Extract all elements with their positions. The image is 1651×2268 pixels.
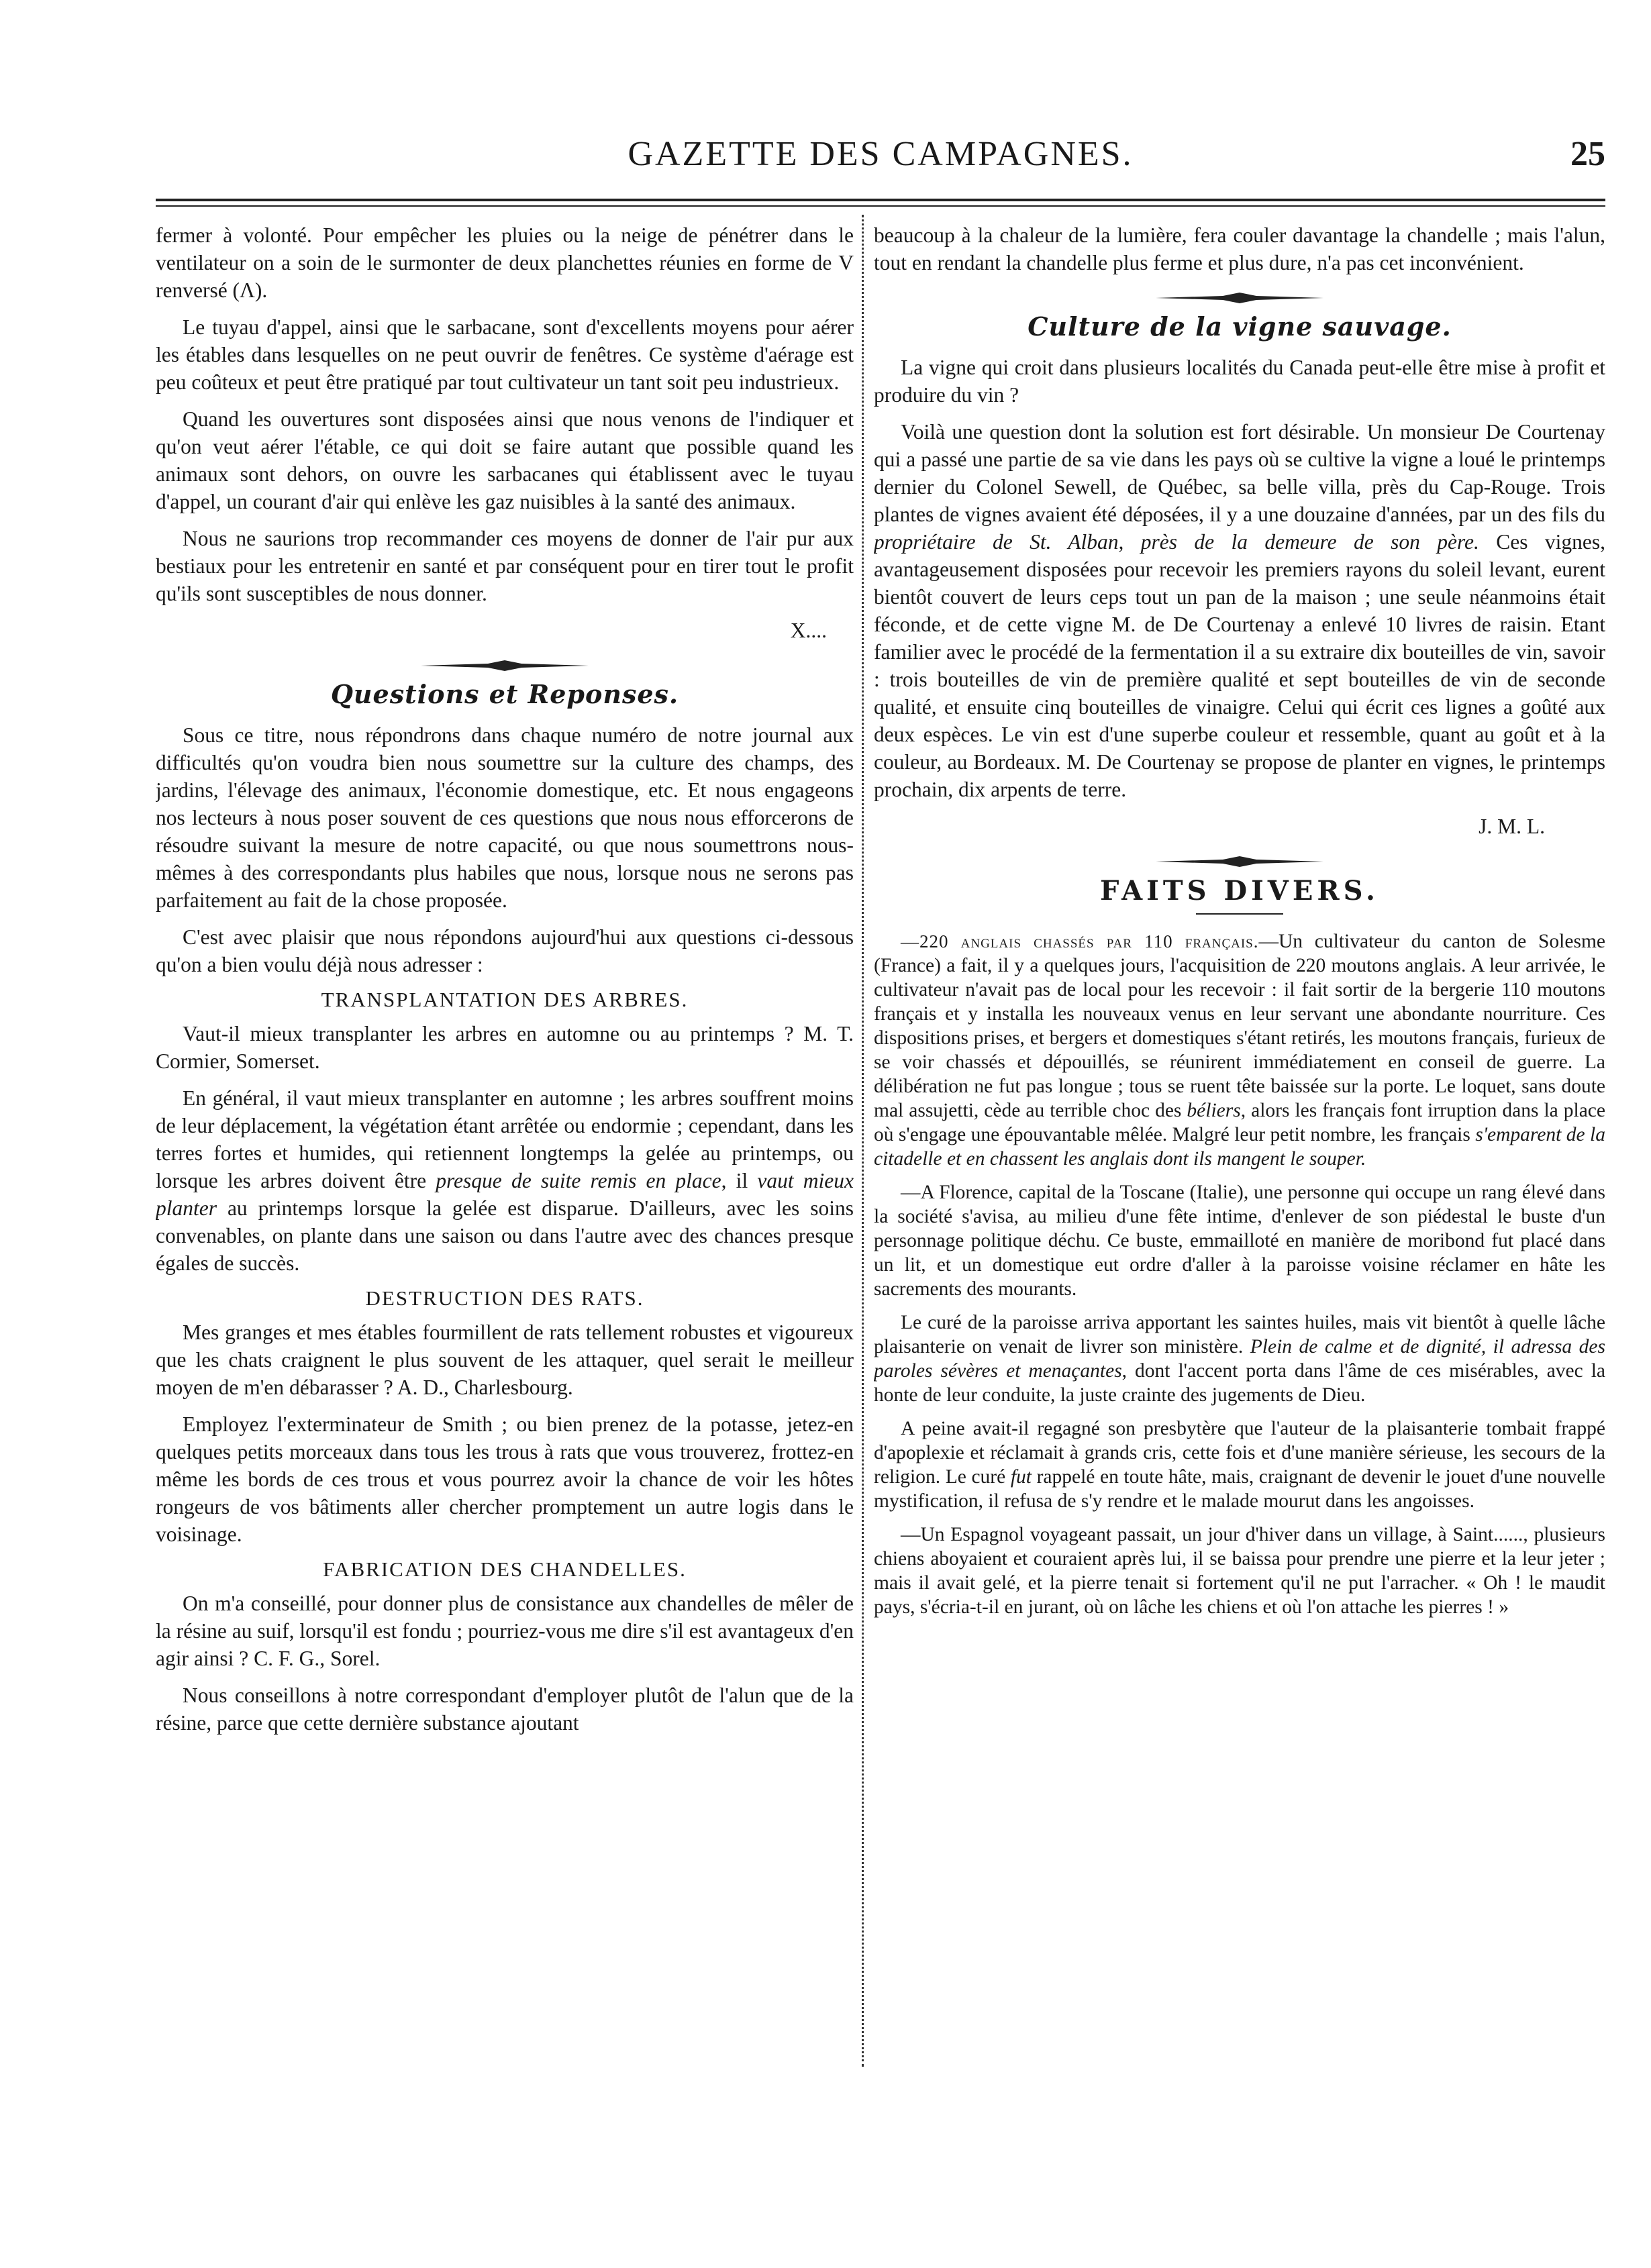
paragraph-text: Ces vignes, avantageusement disposées pour recevoir les premiers rayons du soleil levant, eurent bientôt couvert de leurs ceps tout un pan de la maison ; une seule néanmoins était féconde, et de cette vigne M. de De Courtenay a enlevé 10 livres de raisin. Etant familier avec le procédé de la fermentation il a su extraire dix bouteilles de vin, savoir : trois bouteilles de vin de première qualité et sept bouteilles de vin de seconde qualité, et ensuite cinq bouteilles de vinaigre. Celui qui écrit ces lignes a goûté aux deux espèces. Le vin est d'une superbe couleur et ressemble, quant au goût et à la couleur, au Bordeaux. M. De Courtenay se propose de planter en vignes, le printemps prochain, dix arpents de terre. — [874, 530, 1605, 801]
subheading-chandelles: FABRICATION DES CHANDELLES. — [323, 1557, 687, 1581]
paragraph: Quand les ouvertures sont disposées ainsi que nous venons de l'indiquer et qu'on veut aérer l'étable, ce qui doit se faire autant que possible quand les animaux sont dehors, on ouvre les sarbacanes qui établissent avec le tuyau d'appel, un courant d'air qui enlève les gaz nuisibles à la santé des animaux. — [156, 407, 854, 513]
news-item-text: rappelé en toute hâte, mais, craignant de devenir le jouet d'une nouvelle mystification, il refusa de s'y rendre et le malade mourut dans les angoisses. — [874, 1466, 1605, 1512]
news-item: —Un Espagnol voyageant passait, un jour d'hiver dans un village, à Saint......, plusieurs chiens aboyaient et couraient après lui, il se baissa pour prendre une pierre et la leur jeter ; mais il avait gelé, et la pierre tenait si fortement qu'il ne put l'arracher. « Oh ! le maudit pays, s'écria-t-il en jurant, où on lâche les chiens et où l'on attache les pierres ! » — [874, 1524, 1605, 1618]
header-rule-thin — [156, 205, 1605, 207]
paragraph: Sous ce titre, nous répondrons dans chaque numéro de notre journal aux difficultés qu'on voudra bien nous soumettre sur la culture des champs, des jardins, l'élevage des animaux, l'économie domestique, etc. Et nous engageons nos lecteurs à nous poser souvent de ces questions que nous nous efforcerons de résoudre suivant la mesure de notre capacité, ou que nous soumettrons nous-mêmes à des correspondants plus habiles que nous, lorsque nous ne serons pas parfaitement au fait de la chose proposée. — [156, 723, 854, 912]
section-ornament — [421, 659, 589, 672]
news-item-text: —Un cultivateur du canton de Solesme (France) a fait, il y a quelques jours, l'acquisition de 220 moutons anglais. A leur arrivée, le cultivateur n'avait pas de local pour les recevoir : il fait sortir de la bergerie 110 moutons français et y installa les nouveaux venus en leur servant une abondante nourriture. Ces dispositions prises, et bergers et domestiques s'étant retirés, les moutons français, furieux de se voir chassés et dépouillés, se réunirent immédiatement en conseil de guerre. La délibération ne fut pas longue ; tous se ruent tête baissée sur la porte. Le loquet, sans doute mal assujetti, cède au terrible choc des — [874, 931, 1605, 1121]
news-item-text: A peine avait-il regagné son presbytère que l'auteur de la plaisanterie tombait frappé d'apoplexie et réclamait à grands cris, cette fois et d'une manière sérieuse, les secours de la religion. Le curé — [874, 1418, 1605, 1488]
news-item-emphasis: béliers — [1187, 1100, 1241, 1121]
paragraph: C'est avec plaisir que nous répondons aujourd'hui aux questions ci-dessous qu'on a bien voulu déjà nous adresser : — [156, 925, 854, 976]
news-item-emphasis: s'emparent de la citadelle et en chassent les anglais dont ils mangent le souper. — [874, 1124, 1605, 1170]
answer: Employez l'exterminateur de Smith ; ou bien prenez de la potasse, jetez-en quelques petits morceaux dans tous les trous à rats que vous trouverez, frottez-en même les bords de ces trous et vous pourrez avoir la chance de voir les hôtes rongeurs de vos bâtiments aller chercher promptement un autre logis dans le voisinage. — [156, 1412, 854, 1546]
answer: Nous conseillons à notre correspondant d'employer plutôt de l'alun que de la résine, parce que cette dernière substance ajoutant — [156, 1684, 854, 1735]
section-ornament — [1156, 855, 1323, 868]
question: On m'a conseillé, pour donner plus de consistance aux chandelles de mêler de la résine au suif, lorsqu'il est fondu ; pourriez-vous me dire s'il est avantageux d'en agir ainsi ? C. F. G., Sorel. — [156, 1592, 854, 1670]
news-item: —A Florence, capital de la Toscane (Italie), une personne qui occupe un rang élevé dans la société s'avisa, au milieu d'une fête intime, d'enlever de son piédestal le buste d'un personnage politique déchu. Ce buste, emmailloté en manière de moribond fut placé dans un lit, et un domestique eut ordre d'aller à la paroisse voisine réclamer en hâte les sacrements des mourants. — [874, 1182, 1605, 1300]
answer — [156, 1084, 854, 1277]
section-ornament — [1156, 291, 1323, 305]
answer-text: En général, il vaut mieux transplanter en automne ; les arbres souffrent moins de leur déplacement, la végétation étant arrêtée ou endormie ; cependant, dans les terres fortes et humides, qui retiennent longtemps la gelée au printemps, ou lorsque les arbres doivent être — [156, 1086, 854, 1192]
news-item-text: Le curé de la paroisse arriva apportant les saintes huiles, mais vit bientôt à quelle lâche plaisanterie on venait de livrer son ministère. — [874, 1312, 1605, 1357]
answer-text: au printemps lorsque la gelée est disparue. D'ailleurs, avec les soins convenables, on plante dans une saison ou dans l'autre avec des chances presque égales de succès. — [156, 1196, 854, 1275]
subheading-transplantation: TRANSPLANTATION DES ARBRES. — [321, 988, 689, 1011]
page-number: 25 — [1570, 135, 1605, 173]
news-item-headline: —220 anglais chassés par 110 français. — [901, 931, 1259, 951]
paragraph: La vigne qui croit dans plusieurs localités du Canada peut-elle être mise à profit et produire du vin ? — [874, 356, 1605, 407]
running-title: GAZETTE DES CAMPAGNES. — [628, 135, 1134, 173]
signature: X.... — [790, 619, 827, 642]
section-title-faits-divers: FAITS DIVERS. — [1100, 875, 1379, 907]
news-item — [874, 1416, 1605, 1513]
short-rule — [1196, 913, 1283, 915]
question: Mes granges et mes étables fourmillent de rats tellement robustes et vigoureux que les chats craignent le plus souvent de les attaquer, quel serait le meilleur moyen de m'en débarasser ? A. D., Charlesbourg. — [156, 1321, 854, 1399]
news-item-emphasis: Plein de calme et de dignité, il adressa des paroles sévères et menaçantes — [874, 1336, 1605, 1382]
answer-text: , il — [721, 1169, 758, 1192]
paragraph-emphasis: propriétaire de St. Alban, près de la demeure de son père. — [874, 530, 1479, 554]
column-divider — [862, 215, 864, 2067]
paragraph-text: Voilà une question dont la solution est fort désirable. Un monsieur De Courtenay qui a passé une partie de sa vie dans les pays où se cultive la vigne a loué le printemps dernier du Colonel Sewell, de Québec, sa belle villa, près du Cap-Rouge. Trois plantes de vignes avaient été déposées, il y a une douzaine d'années, par un des fils du — [874, 420, 1605, 526]
section-title-questions: Questions et Reponses. — [330, 679, 679, 709]
paragraph: beaucoup à la chaleur de la lumière, fera couler davantage la chandelle ; mais l'alun, tout en rendant la chandelle plus ferme et plus dure, n'a pas cet inconvénient. — [874, 223, 1605, 274]
answer-emphasis: presque de suite remis en place — [436, 1169, 721, 1192]
paragraph: fermer à volonté. Pour empêcher les pluies ou la neige de pénétrer dans le ventilateur on a soin de le surmonter de deux planchettes réunies en forme de V renversé (Λ). — [156, 223, 854, 302]
news-item-text: , alors les français font irruption dans la place où s'engage une épouvantable mêlée. Malgré leur petit nombre, les français — [874, 1100, 1605, 1145]
right-column — [874, 221, 1605, 2067]
paragraph — [874, 418, 1605, 803]
paragraph: Nous ne saurions trop recommander ces moyens de donner de l'air pur aux bestiaux pour les entretenir en santé et par conséquent pour en tirer tout le profit qu'ils sont susceptibles de nous donner. — [156, 527, 854, 605]
news-item-text: , dont l'accent porta dans l'âme de ces misérables, avec la honte de leur conduite, la juste crainte des jugements de Dieu. — [874, 1360, 1605, 1406]
section-title-vigne: Culture de la vigne sauvage. — [1028, 311, 1452, 342]
news-item — [874, 929, 1605, 1171]
subheading-rats: DESTRUCTION DES RATS. — [365, 1286, 644, 1310]
faits-divers-body — [874, 929, 1605, 1619]
paragraph: Le tuyau d'appel, ainsi que le sarbacane, sont d'excellents moyens pour aérer les étables dans lesquelles on ne peut ouvrir de fenêtres. Ce système d'aérage est peu coûteux et peut être pratiqué par tout cultivateur un tant soit peu industrieux. — [156, 315, 854, 394]
signature: J. M. L. — [1479, 815, 1545, 838]
question: Vaut-il mieux transplanter les arbres en automne ou au printemps ? M. T. Cormier, Somerset. — [156, 1022, 854, 1073]
news-item-emphasis: fut — [1010, 1466, 1032, 1488]
news-item — [874, 1310, 1605, 1407]
left-column — [156, 221, 854, 2067]
page-header — [156, 134, 1605, 188]
header-rule — [156, 199, 1605, 201]
answer-emphasis: vaut mieux planter — [156, 1169, 854, 1220]
